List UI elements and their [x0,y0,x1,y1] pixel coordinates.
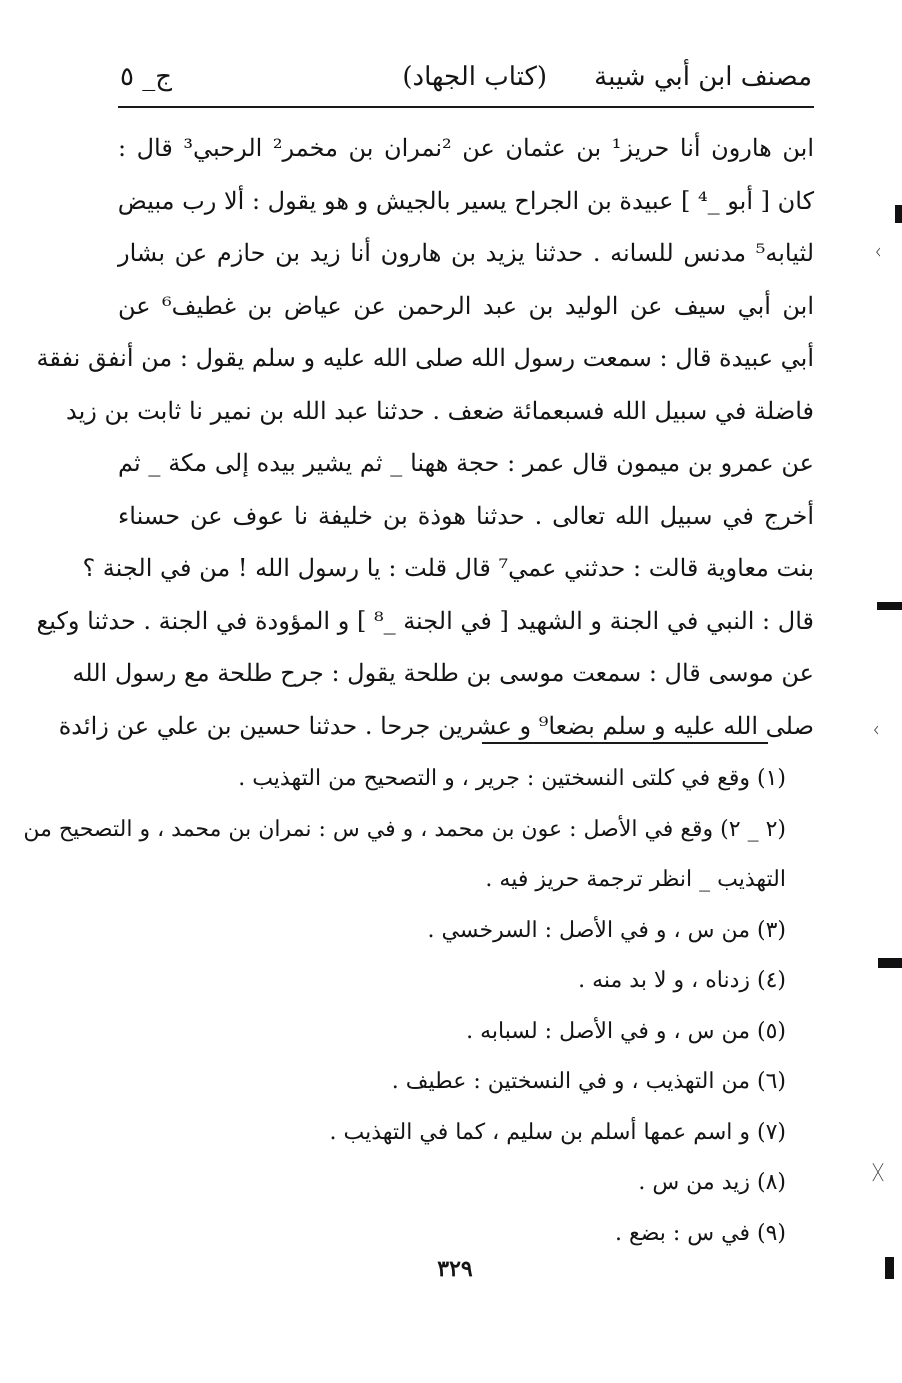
footnote: (١) وقع في كلتى النسختين : جرير ، و التصحيح من التهذيب . [238,766,786,791]
footnote: (٢ _ ٢) وقع في الأصل : عون بن محمد ، و في س : نمران بن محمد ، و التصحيح من [23,816,786,842]
text-line: كان [ أبو _⁴ ] عبيدة بن الجراح يسير بالجيش و هو يقول : ألا رب مبيض [117,186,814,215]
footnotes [23,754,786,1259]
footnote: (٥) من س ، و في الأصل : لسبابه . [466,1018,786,1044]
text-line: ابن أبي سيف عن الوليد بن عبد الرحمن عن عياض بن غطيف⁶ عن [118,291,814,320]
footnote: (٧) و اسم عمها أسلم بن سليم ، كما في التهذيب . [329,1119,786,1145]
header-rule [118,106,814,108]
margin-scribble: ᚷ [872,1160,884,1184]
text-line: فاضلة في سبيل الله فسبعمائة ضعف . حدثنا عبد الله بن نمير نا ثابت بن زيد [66,396,814,425]
footnote: (٤) زدناه ، و لا بد منه . [578,968,786,993]
text-line: عن عمرو بن ميمون قال عمر : حجة ههنا _ ثم يشير بيده إلى مكة _ ثم [118,449,814,477]
running-header [120,58,812,102]
footnote-separator [482,742,768,744]
margin-scribble: ᚲ [870,718,882,742]
main-text [36,122,814,752]
section-title: (كتاب الجهاد) [402,62,547,92]
text-line: أبي عبيدة قال : سمعت رسول الله صلى الله عليه و سلم يقول : من أنفق نفقة [36,344,814,372]
footnote: (٣) من س ، و في الأصل : السرخسي . [427,917,786,943]
text-line: عن موسى قال : سمعت موسى بن طلحة يقول : جرح طلحة مع رسول الله [72,659,814,687]
book-title: مصنف ابن أبي شيبة [594,62,812,92]
footnote: (٨) زيد من س . [638,1170,786,1195]
text-line: أخرج في سبيل الله تعالى . حدثنا هوذة بن خليفة نا عوف عن حسناء [118,501,814,530]
footnote: (٩) في س : بضع . [615,1220,786,1246]
footnote-continuation: التهذيب _ انظر ترجمة حريز فيه . [485,867,786,892]
text-line: صلى الله عليه و سلم بضعا⁹ و عشرين جرحا . حدثنا حسين بن علي عن زائدة [58,711,814,740]
footnote: (٦) من التهذيب ، و في النسختين : عطيف . [391,1069,786,1094]
margin-mark [895,205,902,223]
margin-mark [877,602,902,610]
text-line: قال : النبي في الجنة و الشهيد [ في الجنة _⁸ ] و المؤودة في الجنة . حدثنا وكيع [36,606,814,635]
text-line: لثيابه⁵ مدنس للسانه . حدثنا يزيد بن هارون أنا زيد بن حازم عن بشار [118,239,814,267]
page-number: ٣٢٩ [437,1256,473,1282]
margin-mark [878,958,902,968]
text-line: بنت معاوية قالت : حدثني عمي⁷ قال قلت : يا رسول الله ! من في الجنة ؟ [82,554,814,582]
text-line: ابن هارون أنا حريز¹ بن عثمان عن ²نمران بن مخمر² الرحبي³ قال : [118,134,814,162]
margin-scribble: ᚲ [872,240,884,264]
margin-mark [885,1257,894,1279]
volume-number: ج_ ٥ [120,62,173,92]
